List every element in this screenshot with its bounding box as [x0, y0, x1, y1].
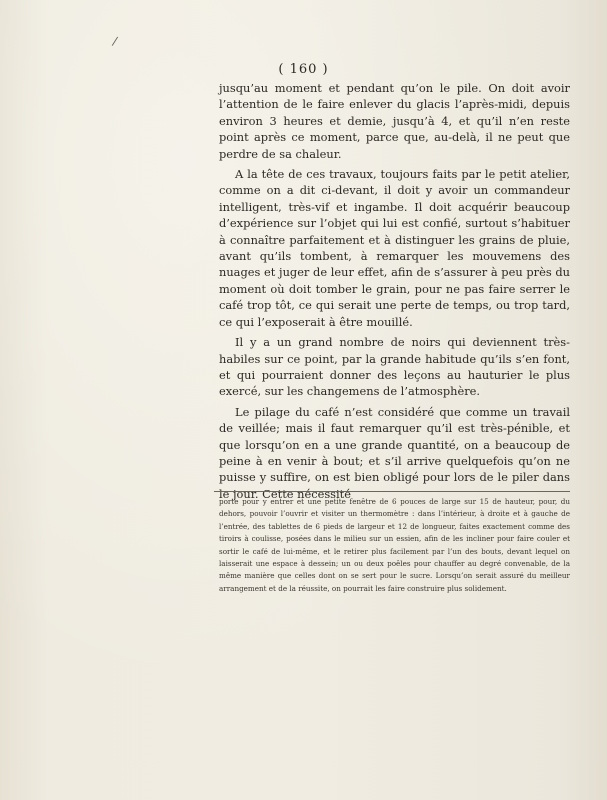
page-number: ( 160 )	[278, 62, 329, 77]
footnote-divider	[214, 491, 570, 492]
paragraph: Il y a un grand nombre de noirs qui deviennent très-habiles sur ce point, par la grande habitude qu’ils s’en font, et qui pourraient donner des leçons au hauturier le plus exercé, sur les changemens de l’atmosphère.	[219, 335, 570, 399]
paragraph: jusqu’au moment et pendant qu’on le pile. On doit avoir l’attention de le faire enlever du glacis l’après-midi, depuis environ 3 heures et demie, jusqu’à 4, et qu’il n’en reste point après ce moment, parce que, au-delà, il ne peut que perdre de sa chaleur.	[219, 81, 570, 161]
main-text	[219, 80, 570, 506]
paragraph: Le pilage du café n’est considéré que comme un travail de veillée; mais il faut remarquer qu’il est très-pénible, et que lorsqu’on en a une grande quantité, on a beaucoup de peine à en venir à bout; et s’il arrive quelquefois qu’on ne puisse y suffire, on est bien obligé pour lors de le piler dans le jour. Cette nécessité	[219, 404, 570, 501]
footnote: porte pour y entrer et une petite fenêtre de 6 pouces de large sur 15 de hauteur, pour, du dehors, pouvoir l’ouvrir et visiter un thermomètre : dans l’intérieur, à droite et à gauche de l’entrée, des tablettes de 6 pieds de largeur et 12 de longueur, faites exactement comme des tiroirs à coulisse, posées dans le milieu sur un essien, afin de les incliner pour faire couler et sortir le café de lui-même, et le retirer plus facilement par l’un des bouts, devant lequel on laisserait une espace à dessein; un ou deux poêles pour chauffer au degré convenable, de la même manière que celles dont on se sert pour le sucre. Lorsqu’on serait assuré du meilleur arrangement et de la réussite, on pourrait les faire construire plus solidement.	[219, 497, 570, 593]
paragraph: A la tête de ces travaux, toujours faits par le petit atelier, comme on a dit ci-devant, il doit y avoir un commandeur intelligent, très-vif et ingambe. Il doit acquérir beaucoup d’expérience sur l’objet qui lui est confié, surtout s’habituer à connaître parfaitement et à distinguer les grains de pluie, avant qu’ils tombent, à remarquer les mouvemens des nuages et juger de leur effet, afin de s’assurer à peu près du moment où doit tomber le grain, pour ne pas faire serrer le café trop tôt, ce qui serait une perte de temps, ou trop tard, ce qui l’exposerait à être mouillé.	[219, 167, 570, 329]
margin-mark: /	[111, 33, 119, 49]
